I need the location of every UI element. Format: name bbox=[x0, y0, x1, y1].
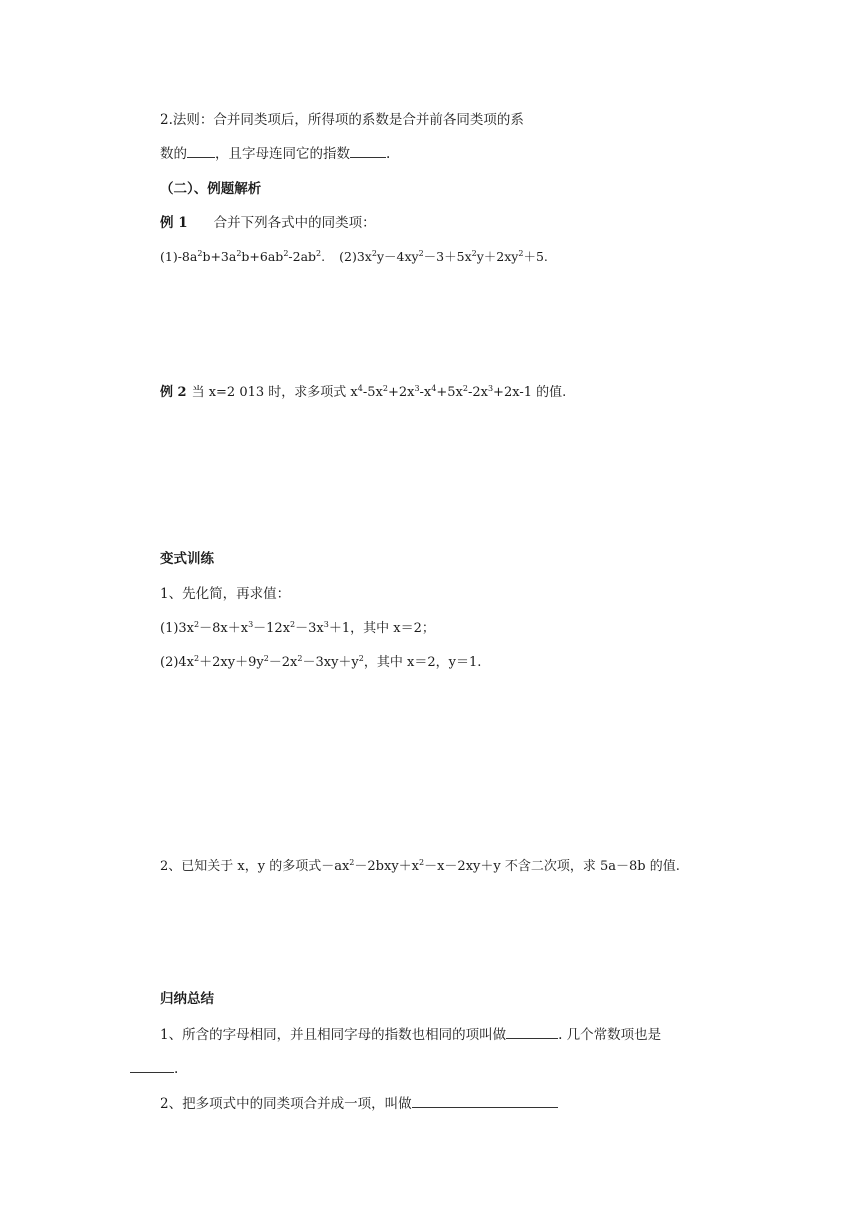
expression-1: $(1)-8a^2b+3a^2b+6ab^2-2ab^2$. bbox=[160, 249, 326, 264]
rule-line-1 bbox=[160, 111, 524, 129]
example-label: 例 1 bbox=[160, 215, 188, 231]
question-1a: $(1)3x^2-8x+x^3-12x^2-3x^3+1$，其中 x＝2； bbox=[160, 620, 435, 636]
example-label: 例 2 bbox=[160, 385, 187, 400]
example-1-heading bbox=[160, 214, 376, 232]
example-1-expressions bbox=[160, 248, 548, 266]
expression-2: $(2)3x^2y-4xy^2-3+5x^2y+2xy^2+5$. bbox=[339, 249, 548, 264]
answer-blank[interactable] bbox=[187, 145, 215, 158]
rule-text-2c: . bbox=[386, 146, 391, 162]
section-title: 归纳总结 bbox=[160, 991, 214, 1007]
summary-1-continued: . bbox=[130, 1060, 178, 1078]
rule-text-2a: 数的 bbox=[160, 146, 187, 162]
rule-text-2b: ，且字母连同它的指数 bbox=[215, 146, 350, 162]
question-1: 1、先化简，再求值： bbox=[160, 586, 291, 602]
summary-1: 1、所含的字母相同，并且相同字母的指数也相同的项叫做 . 几个常数项也是 bbox=[160, 1027, 662, 1043]
question-2: 2、已知关于 x，y 的多项式$-ax^2-2bxy+x^2-x-2xy+y$ 不含二次项，求 5a－8b 的值. bbox=[160, 858, 680, 874]
answer-blank[interactable] bbox=[506, 1026, 558, 1039]
answer-blank[interactable] bbox=[412, 1095, 558, 1108]
answer-blank[interactable] bbox=[130, 1060, 174, 1073]
rule-text-1: 2.法则：合并同类项后，所得项的系数是合并前各同类项的系 bbox=[160, 112, 524, 128]
question-1b: $(2)4x^2+2xy+9y^2-2x^2-3xy+y^2$，其中 x＝2，y＝1. bbox=[160, 654, 482, 670]
answer-blank[interactable] bbox=[350, 145, 386, 158]
example-2 bbox=[160, 384, 566, 402]
section-title: 变式训练 bbox=[160, 551, 214, 567]
summary-2: 2、把多项式中的同类项合并成一项，叫做 bbox=[160, 1095, 558, 1113]
rule-line-2 bbox=[160, 145, 390, 163]
example-2-text: 当 x=2 013 时，求多项式 $x^4-5x^2+2x^3-x^4+5x^2-2x^3+2x-1$ 的值. bbox=[191, 384, 567, 400]
example-text: 合并下列各式中的同类项： bbox=[213, 215, 376, 231]
section-title: （二）、例题解析 bbox=[160, 181, 262, 197]
